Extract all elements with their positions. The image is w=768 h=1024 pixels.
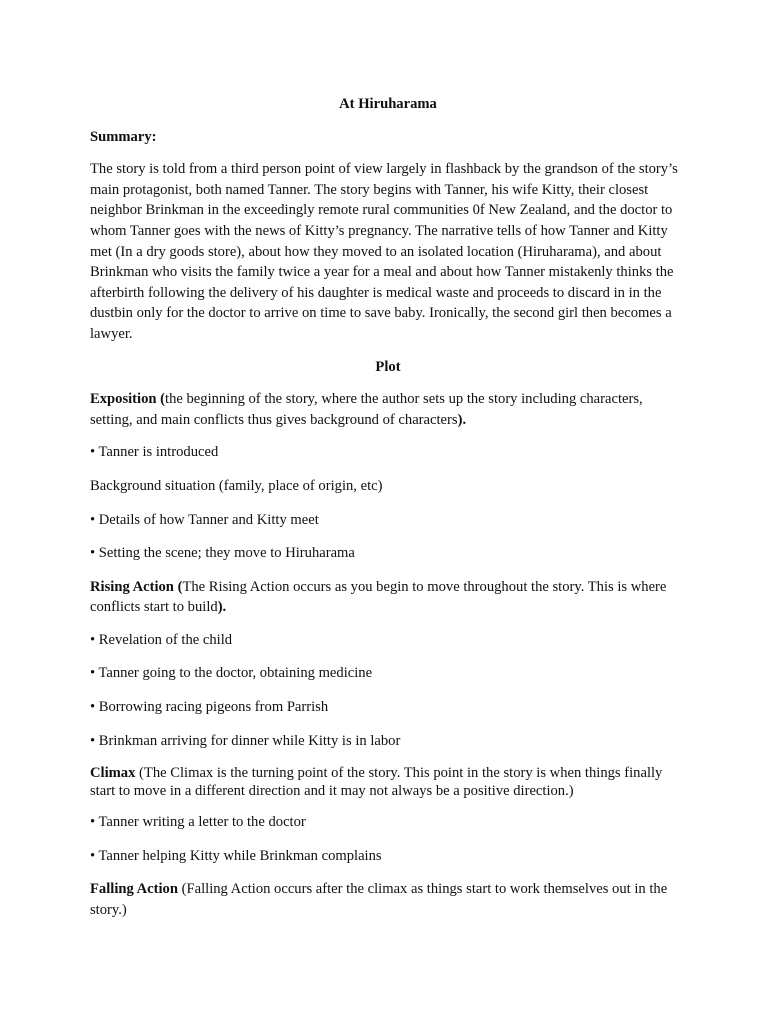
climax-paragraph xyxy=(90,764,680,800)
list-item: • Tanner going to the doctor, obtaining medicine xyxy=(90,665,373,682)
falling-action-label: Falling Action xyxy=(90,881,178,898)
falling-action-text: (Falling Action occurs after the climax as things start to work themselves out in the story.) xyxy=(90,881,668,919)
exposition-label: Exposition ( xyxy=(90,391,166,408)
list-item: • Brinkman arriving for dinner while Kitty is in labor xyxy=(90,732,401,749)
document-title: At Hiruharama xyxy=(339,96,437,112)
plot-heading: Plot xyxy=(375,358,401,375)
list-item: • Tanner helping Kitty while Brinkman complains xyxy=(90,847,382,864)
climax-text: (The Climax is the turning point of the story. This point in the story is when things finally start to move in a different direction and it may not always be a positive direction.) xyxy=(90,765,663,800)
list-item: • Borrowing racing pigeons from Parrish xyxy=(90,699,329,716)
list-item: • Tanner is introduced xyxy=(90,444,219,461)
list-item: • Setting the scene; they move to Hiruharama xyxy=(90,545,355,562)
rising-action-text: The Rising Action occurs as you begin to move throughout the story. This is where conflicts start to build xyxy=(90,578,667,616)
list-item: • Details of how Tanner and Kitty meet xyxy=(90,511,319,528)
exposition-close: ). xyxy=(457,411,467,428)
list-item: Background situation (family, place of origin, etc) xyxy=(90,477,383,494)
list-item: • Revelation of the child xyxy=(90,631,233,648)
rising-action-close: ). xyxy=(217,599,227,616)
document-page xyxy=(90,94,680,933)
rising-action-paragraph xyxy=(90,577,680,618)
summary-heading: Summary: xyxy=(90,128,157,145)
exposition-paragraph xyxy=(90,389,680,430)
rising-action-label: Rising Action ( xyxy=(90,578,183,595)
summary-paragraph: The story is told from a third person point of view largely in flashback by the grandson of the story’s main protagonist, both named Tanner. The story begins with Tanner, his wife Kitty, their closest neighbor Brinkman in the exceedingly remote rural communities 0f New Zealand, and the doctor to whom Tanner goes with the news of Kitty’s pregnancy. The narrative tells of how Tanner and Kitty met (In a dry goods store), about how they moved to an isolated location (Hiruharama), and about Brinkman who visits the family twice a year for a meal and about how Tanner mistakenly thinks the afterbirth following the delivery of his daughter is medical waste and proceeds to discard in in the dustbin only for the doctor to arrive on time to save baby. Ironically, the second girl then becomes a lawyer. xyxy=(90,161,678,342)
falling-action-paragraph xyxy=(90,879,680,920)
climax-label: Climax xyxy=(90,765,136,782)
exposition-text: the beginning of the story, where the author sets up the story including characters, setting, and main conflicts thus gives background of characters xyxy=(90,391,643,428)
list-item: • Tanner writing a letter to the doctor xyxy=(90,814,306,831)
